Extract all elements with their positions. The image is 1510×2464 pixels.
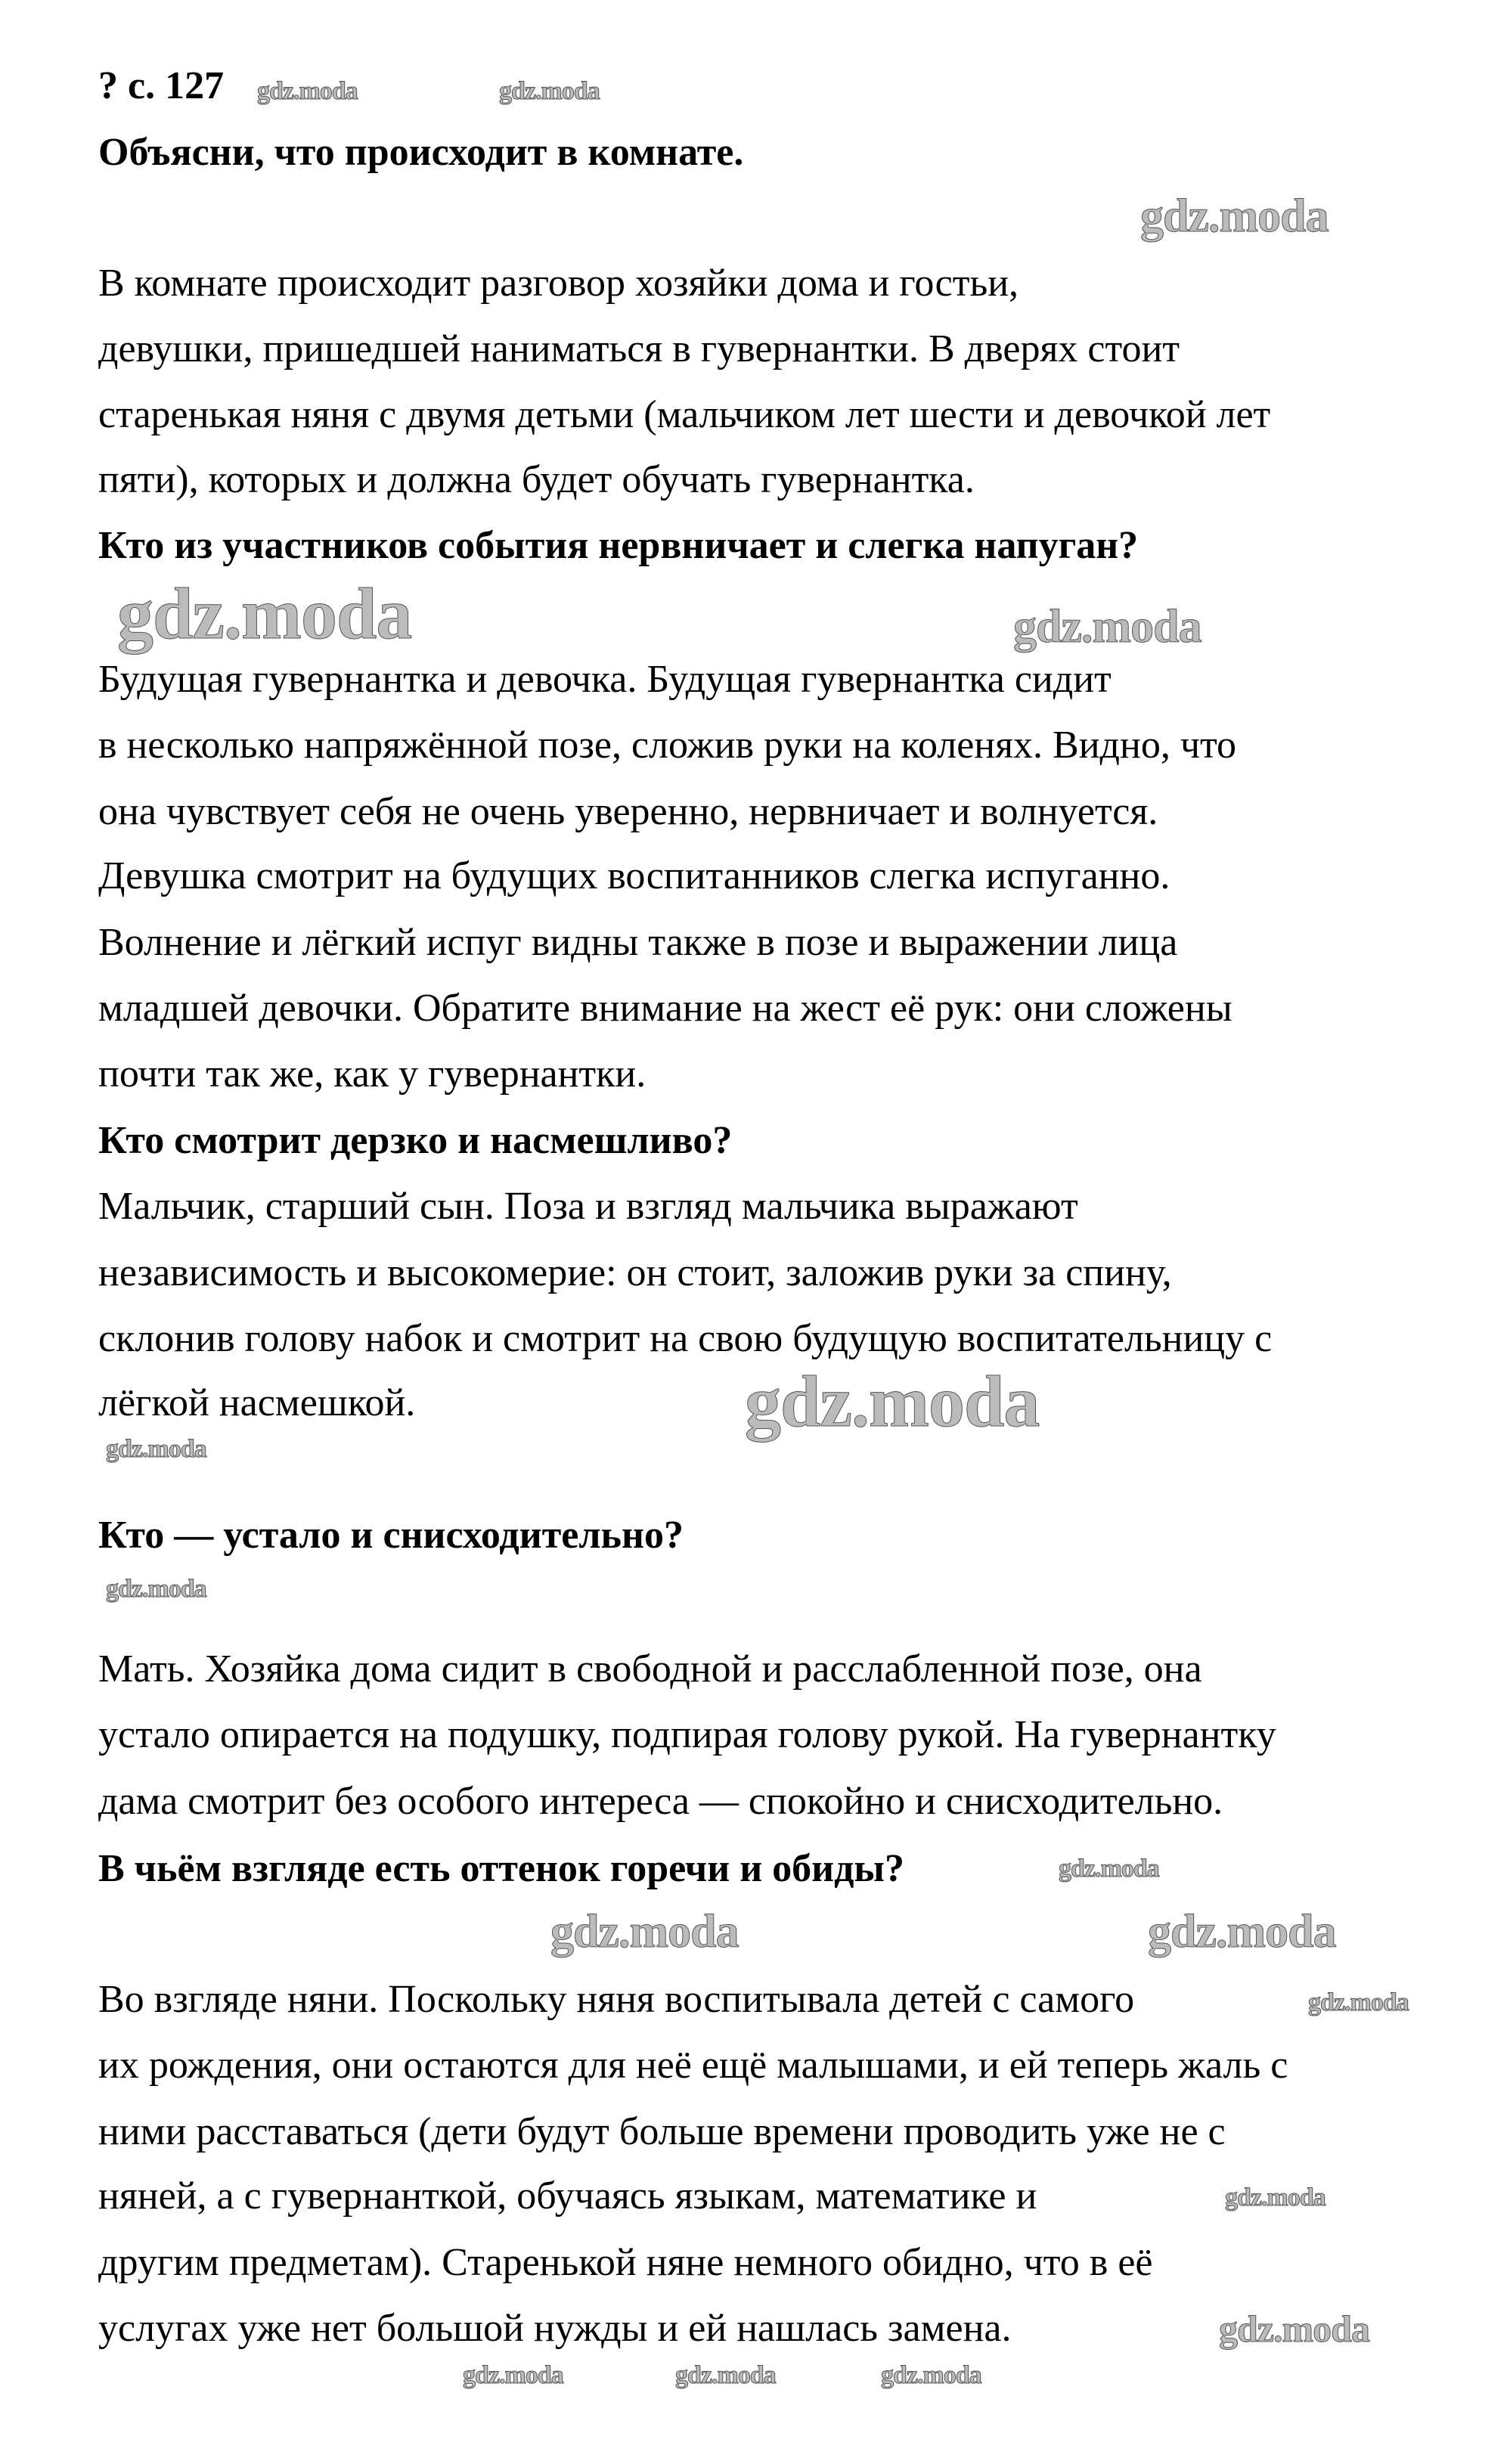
answer-4-line: устало опирается на подушку, подпирая голову рукой. На гувернантку bbox=[98, 1713, 1276, 1756]
question-4: Кто — устало и снисходительно? bbox=[98, 1514, 684, 1557]
answer-2-line: она чувствует себя не очень уверенно, нервничает и волнуется. bbox=[98, 790, 1158, 833]
watermark: gdz.moda bbox=[881, 2361, 981, 2389]
page-reference: ? с. 127 bbox=[98, 64, 225, 107]
watermark: gdz.moda bbox=[675, 2361, 776, 2389]
watermark: gdz.moda bbox=[257, 77, 358, 105]
answer-5-line: Во взгляде няни. Поскольку няня воспитывала детей с самого bbox=[98, 1978, 1135, 2021]
answer-2-line: младшей девочки. Обратите внимание на жест её рук: они сложены bbox=[98, 987, 1232, 1030]
answer-4-line: дама смотрит без особого интереса — спокойно и снисходительно. bbox=[98, 1780, 1223, 1823]
question-3: Кто смотрит дерзко и насмешливо? bbox=[98, 1119, 733, 1162]
answer-1-line: старенькая няня с двумя детьми (мальчиком лет шести и девочкой лет bbox=[98, 393, 1271, 436]
watermark: gdz.moda bbox=[1219, 2307, 1369, 2350]
watermark: gdz.moda bbox=[463, 2361, 563, 2389]
watermark: gdz.moda bbox=[106, 1575, 206, 1603]
answer-1-line: девушки, пришедшей наниматься в гувернантки. В дверях стоит bbox=[98, 327, 1180, 370]
answer-5-line: няней, а с гувернанткой, обучаясь языкам, математике и bbox=[98, 2174, 1037, 2218]
watermark: gdz.moda bbox=[499, 77, 600, 105]
answer-5-line: ними расставаться (дети будут больше времени проводить уже не с bbox=[98, 2110, 1226, 2153]
watermark: gdz.moda bbox=[1013, 601, 1201, 652]
watermark: gdz.moda bbox=[550, 1906, 739, 1957]
question-2: Кто из участников события нервничает и слегка напуган? bbox=[98, 524, 1139, 567]
answer-1-line: пяти), которых и должна будет обучать гувернантка. bbox=[98, 458, 975, 501]
answer-3-line: независимость и высокомерие: он стоит, заложив руки за спину, bbox=[98, 1251, 1172, 1294]
watermark: gdz.moda bbox=[1148, 1906, 1336, 1957]
question-1: Объясни, что происходит в комнате. bbox=[98, 131, 744, 174]
answer-3-line: Мальчик, старший сын. Поза и взгляд мальчика выражают bbox=[98, 1185, 1078, 1228]
answer-1-line: В комнате происходит разговор хозяйки дома и гостьи, bbox=[98, 262, 1019, 305]
watermark: gdz.moda bbox=[117, 573, 412, 654]
watermark: gdz.moda bbox=[745, 1361, 1040, 1442]
answer-5-line: другим предметам). Старенькой няне немного обидно, что в её bbox=[98, 2241, 1153, 2284]
watermark: gdz.moda bbox=[1059, 1855, 1159, 1883]
answer-3-line: склонив голову набок и смотрит на свою будущую воспитательницу с bbox=[98, 1317, 1273, 1360]
question-5: В чьём взгляде есть оттенок горечи и обиды? bbox=[98, 1847, 905, 1890]
watermark: gdz.moda bbox=[1308, 1988, 1409, 2016]
answer-2-line: Будущая гувернантка и девочка. Будущая гувернантка сидит bbox=[98, 658, 1112, 701]
answer-2-line: Волнение и лёгкий испуг видны также в позе и выражении лица bbox=[98, 921, 1178, 964]
answer-2-line: почти так же, как у гувернантки. bbox=[98, 1052, 646, 1096]
answer-2-line: Девушка смотрит на будущих воспитанников слегка испуганно. bbox=[98, 854, 1170, 897]
watermark: gdz.moda bbox=[1140, 191, 1329, 242]
answer-4-line: Мать. Хозяйка дома сидит в свободной и расслабленной позе, она bbox=[98, 1647, 1202, 1691]
answer-2-line: в несколько напряжённой позе, сложив руки на коленях. Видно, что bbox=[98, 724, 1237, 767]
watermark: gdz.moda bbox=[106, 1435, 206, 1463]
answer-5-line: услугах уже нет большой нужды и ей нашлась замена. bbox=[98, 2307, 1012, 2350]
watermark: gdz.moda bbox=[1225, 2184, 1326, 2211]
answer-5-line: их рождения, они остаются для неё ещё малышами, и ей теперь жаль с bbox=[98, 2044, 1288, 2087]
answer-3-line: лёгкой насмешкой. bbox=[98, 1381, 416, 1424]
